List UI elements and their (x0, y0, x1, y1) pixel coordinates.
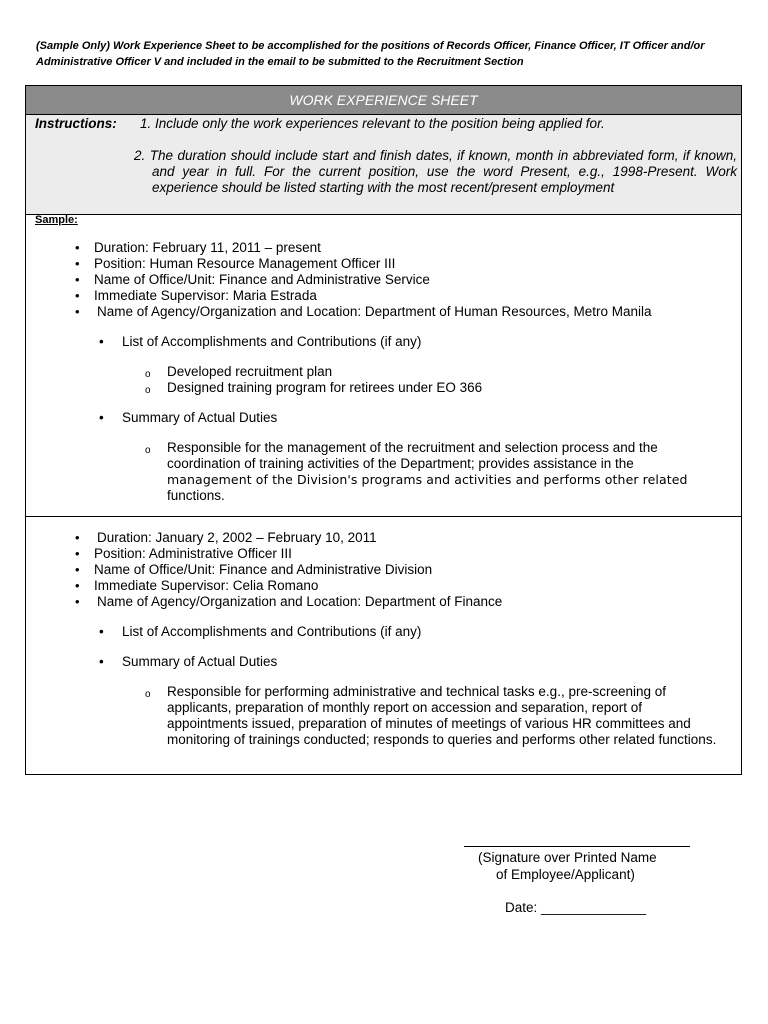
sheet-title: WORK EXPERIENCE SHEET (26, 86, 741, 115)
instruction-2 (134, 148, 737, 196)
office-unit: Name of Office/Unit: Finance and Administrative Division (94, 562, 433, 577)
signature-line (464, 846, 690, 847)
bullet-icon: • (75, 256, 80, 271)
entry-field (26, 530, 741, 546)
duration: Duration: January 2, 2002 – February 10, 2011 (97, 530, 377, 545)
bullet-icon: • (99, 654, 104, 669)
bullet-icon: • (99, 624, 104, 639)
circle-bullet-icon: o (145, 689, 151, 700)
experience-entry-2 (26, 530, 741, 748)
position: Position: Human Resource Management Officer III (94, 256, 396, 271)
bullet-icon: • (75, 594, 80, 609)
duties-heading (26, 410, 741, 426)
bullet-icon: • (75, 578, 80, 593)
signature-caption (478, 849, 657, 883)
entry-field (26, 304, 741, 320)
bullet-icon: • (75, 304, 80, 319)
list-item (26, 364, 741, 380)
instruction-1 (140, 116, 605, 132)
entry-field (26, 562, 741, 578)
duties-text-b: management of the Division's programs and activities and performs other related (167, 472, 688, 487)
duties-text (26, 684, 741, 748)
entry-divider (26, 516, 741, 517)
work-experience-sheet (25, 85, 742, 775)
duties-text-c: functions. (167, 488, 225, 503)
bullet-icon: • (75, 546, 80, 561)
position: Position: Administrative Officer III (94, 546, 292, 561)
supervisor: Immediate Supervisor: Celia Romano (94, 578, 319, 593)
accomplishment-text: Designed training program for retirees under EO 366 (167, 380, 483, 395)
accomplishments-heading (26, 334, 741, 350)
instruction-2-text: The duration should include start and finish dates, if known, month in abbreviated form, if known, and year in full. For the current position, use the word Present, e.g., 1998-Present. Work experience should be listed starting with the most recent/present employment (149, 148, 737, 195)
signature-caption-line-2: of Employee/Applicant) (496, 867, 635, 882)
entry-field (26, 546, 741, 562)
bullet-icon: • (75, 562, 80, 577)
accomplishments-heading (26, 624, 741, 640)
bullet-icon: • (75, 288, 80, 303)
header-note: (Sample Only) Work Experience Sheet to be accomplished for the positions of Records Officer, Finance Officer, IT Officer and/or Administrative Officer V and included in the email to be submitted to the Recruitment Section (36, 40, 705, 68)
circle-bullet-icon: o (145, 385, 151, 396)
duties-label: Summary of Actual Duties (122, 654, 278, 669)
sample-label: Sample: (35, 214, 78, 226)
duties-text (26, 440, 741, 504)
entry-field (26, 594, 741, 610)
entry-field (26, 578, 741, 594)
instruction-1-number: 1. (140, 116, 152, 131)
bullet-icon: • (75, 272, 80, 287)
instructions-label: Instructions: (35, 116, 117, 131)
instruction-1-text: Include only the work experiences relevant to the position being applied for. (155, 116, 605, 131)
duration: Duration: February 11, 2011 – present (94, 240, 321, 255)
instructions-box (26, 115, 741, 215)
circle-bullet-icon: o (145, 369, 151, 380)
entry-field (26, 240, 741, 256)
entry-field (26, 272, 741, 288)
agency-location: Name of Agency/Organization and Location: Department of Human Resources, Metro Manila (97, 304, 652, 319)
accomplishments-label: List of Accomplishments and Contributions (if any) (122, 334, 422, 349)
experience-entry-1 (26, 240, 741, 504)
agency-location: Name of Agency/Organization and Location: Department of Finance (97, 594, 503, 609)
entry-field (26, 256, 741, 272)
bullet-icon: • (75, 530, 80, 545)
bullet-icon: • (75, 240, 80, 255)
duties-heading (26, 654, 741, 670)
supervisor: Immediate Supervisor: Maria Estrada (94, 288, 317, 303)
circle-bullet-icon: o (145, 445, 151, 456)
accomplishments-list (26, 364, 741, 396)
duties-text-a: Responsible for the management of the recruitment and selection process and the coordination of training activities of the Department; provides assistance in the (167, 440, 658, 471)
entry-field (26, 288, 741, 304)
bullet-icon: • (99, 334, 104, 349)
signature-caption-line-1: (Signature over Printed Name (478, 850, 657, 865)
bullet-icon: • (99, 410, 104, 425)
date-field: Date: ______________ (505, 900, 647, 915)
accomplishment-text: Developed recruitment plan (167, 364, 333, 379)
accomplishments-label: List of Accomplishments and Contributions (if any) (122, 624, 422, 639)
duties-label: Summary of Actual Duties (122, 410, 278, 425)
duties-text-full: Responsible for performing administrative and technical tasks e.g., pre-screening of applicants, preparation of monthly report on accession and separation, report of appointments issued, preparation of minutes of meetings of various HR committees and monitoring of trainings conducted; responds to queries and performs other related functions. (167, 684, 717, 747)
office-unit: Name of Office/Unit: Finance and Administrative Service (94, 272, 430, 287)
list-item (26, 380, 741, 396)
instruction-2-number: 2. (134, 148, 146, 163)
